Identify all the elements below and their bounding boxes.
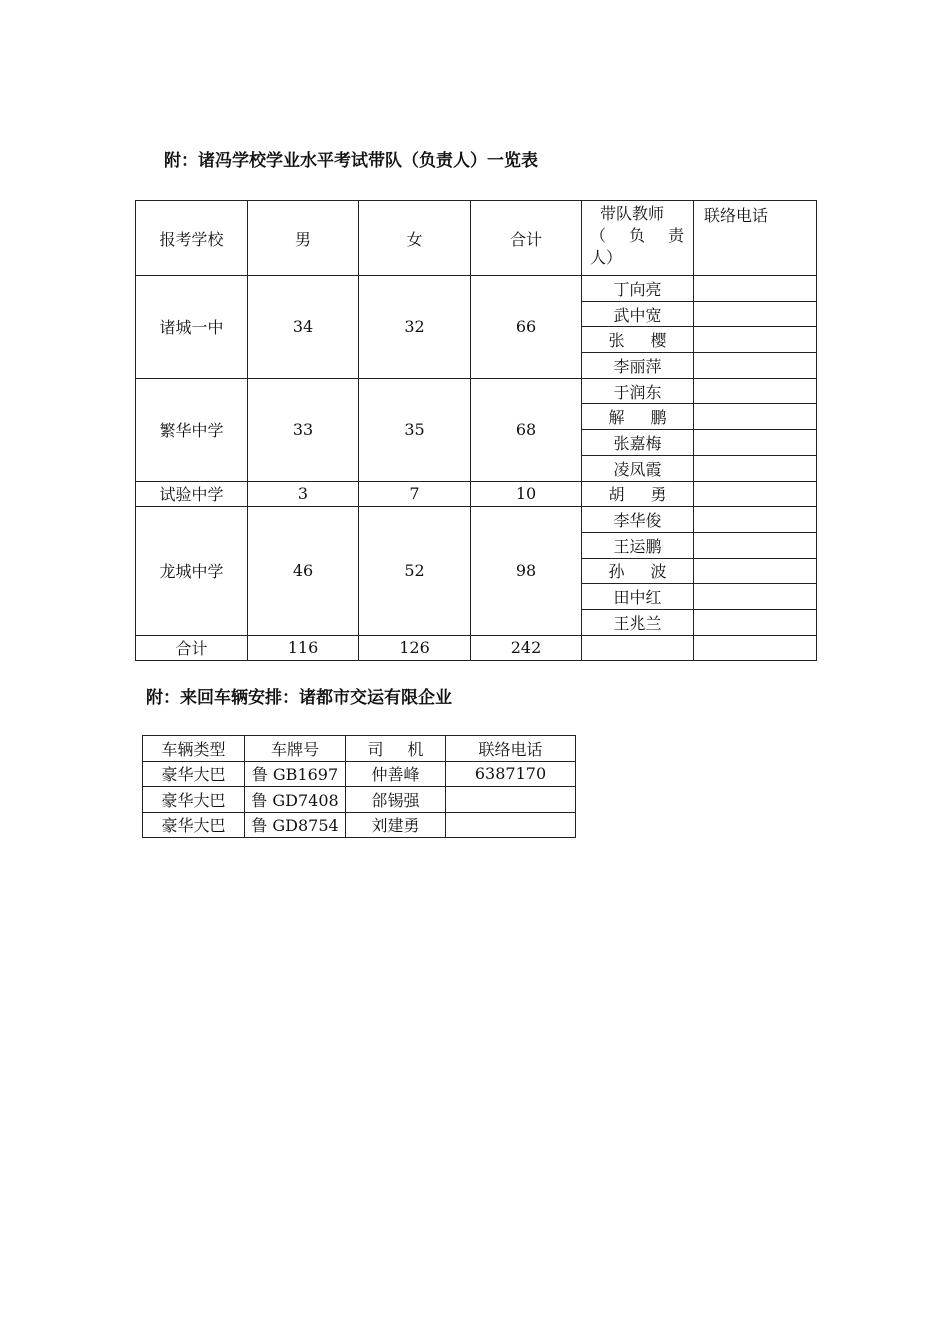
leader-name: [582, 327, 694, 353]
school-name: 诸城一中: [136, 276, 248, 379]
leader-phone: [694, 584, 817, 610]
leader-phone: [694, 353, 817, 379]
vehicle-row: [143, 761, 576, 787]
leader-name: 田中红: [582, 584, 694, 610]
school-row: [136, 378, 817, 404]
leader-name: 丁向亮: [582, 276, 694, 302]
school-total: 68: [471, 378, 582, 481]
school-total: 66: [471, 276, 582, 379]
leader-name-char: 鹏: [650, 408, 667, 428]
leader-table-body: [136, 276, 817, 636]
leader-phone: [694, 558, 817, 584]
header-leader-paren: （: [590, 226, 607, 245]
vehicle-type: 豪华大巴: [143, 812, 245, 838]
leader-phone: [694, 430, 817, 456]
leader-name: 张嘉梅: [582, 430, 694, 456]
school-female: 32: [359, 276, 471, 379]
school-name: 龙城中学: [136, 507, 248, 635]
school-row: [136, 507, 817, 533]
vehicle-row: [143, 812, 576, 838]
leader-phone: [694, 378, 817, 404]
header-leader-fu: 负: [628, 226, 645, 245]
leader-name: 凌凤霞: [582, 455, 694, 481]
vehicle-phone: [446, 787, 576, 813]
header-vehicle-type: 车辆类型: [143, 736, 245, 762]
header-school: 报考学校: [136, 201, 248, 276]
school-male: 33: [248, 378, 359, 481]
school-row: [136, 481, 817, 507]
leader-name: 王运鹏: [582, 532, 694, 558]
vehicle-table-header: [143, 736, 576, 762]
vehicle-row: [143, 787, 576, 813]
header-male: 男: [248, 201, 359, 276]
totals-female: 126: [359, 635, 471, 661]
school-male: 3: [248, 481, 359, 507]
leader-phone: [694, 507, 817, 533]
totals-label: 合计: [136, 635, 248, 661]
header-vehicle-phone: 联络电话: [446, 736, 576, 762]
school-row: [136, 276, 817, 302]
leader-name: [582, 481, 694, 507]
table1-title: 附：诸冯学校学业水平考试带队（负责人）一览表: [164, 151, 538, 171]
school-total: 10: [471, 481, 582, 507]
school-name: 试验中学: [136, 481, 248, 507]
leader-phone: [694, 276, 817, 302]
leader-phone: [694, 404, 817, 430]
leader-name: 李丽萍: [582, 353, 694, 379]
header-driver: [346, 736, 446, 762]
vehicle-plate: 鲁 GB1697: [245, 761, 346, 787]
leader-name-char: 樱: [650, 331, 667, 351]
header-leader-line2: [590, 225, 684, 247]
vehicle-driver: 刘建勇: [346, 812, 446, 838]
leader-name-spread: [609, 559, 667, 582]
leader-name-spread: [609, 328, 667, 351]
vehicle-table: [142, 735, 576, 838]
header-leader-line3: 人）: [590, 248, 623, 267]
leader-phone: [694, 327, 817, 353]
totals-row: [136, 635, 817, 661]
leader-name-char: 孙: [608, 562, 625, 582]
vehicle-phone: [446, 812, 576, 838]
leader-name: [582, 558, 694, 584]
school-female: 7: [359, 481, 471, 507]
totals-male: 116: [248, 635, 359, 661]
header-plate: 车牌号: [245, 736, 346, 762]
leader-name: 于润东: [582, 378, 694, 404]
header-female: 女: [359, 201, 471, 276]
leader-name-char: 解: [608, 408, 625, 428]
leader-phone: [694, 532, 817, 558]
header-leader-ze: 责: [667, 226, 684, 245]
school-name: 繁华中学: [136, 378, 248, 481]
leader-name-char: 勇: [650, 485, 667, 505]
leader-name-char: 胡: [608, 485, 625, 505]
vehicle-table-body: [143, 761, 576, 838]
table2-title: 附：来回车辆安排：诸都市交运有限企业: [146, 688, 452, 708]
leader-name-spread: [609, 482, 667, 505]
school-male: 46: [248, 507, 359, 635]
leader-name: 李华俊: [582, 507, 694, 533]
header-driver-b: 机: [407, 739, 424, 759]
vehicle-driver: 仲善峰: [346, 761, 446, 787]
school-female: 35: [359, 378, 471, 481]
vehicle-type: 豪华大巴: [143, 787, 245, 813]
leader-table: [135, 200, 817, 661]
header-leader-line1: 带队教师: [600, 204, 665, 223]
leader-phone: [694, 609, 817, 635]
leader-name: [582, 404, 694, 430]
leader-phone: [694, 455, 817, 481]
vehicle-plate: 鲁 GD8754: [245, 812, 346, 838]
leader-phone: [694, 481, 817, 507]
vehicle-plate: 鲁 GD7408: [245, 787, 346, 813]
header-total: 合计: [471, 201, 582, 276]
leader-phone: [694, 301, 817, 327]
header-driver-a: 司: [367, 739, 384, 759]
totals-phone: [694, 635, 817, 661]
leader-table-header: [136, 201, 817, 276]
header-phone: 联络电话: [694, 201, 817, 276]
totals-leader: [582, 635, 694, 661]
school-female: 52: [359, 507, 471, 635]
leader-name-spread: [609, 405, 667, 428]
vehicle-phone: 6387170: [446, 761, 576, 787]
leader-name-char: 波: [650, 562, 667, 582]
totals-total: 242: [471, 635, 582, 661]
vehicle-driver: 郃锡强: [346, 787, 446, 813]
school-total: 98: [471, 507, 582, 635]
leader-name: 王兆兰: [582, 609, 694, 635]
header-leader: [582, 201, 694, 276]
school-male: 34: [248, 276, 359, 379]
leader-name: 武中宽: [582, 301, 694, 327]
leader-name-char: 张: [608, 331, 625, 351]
vehicle-type: 豪华大巴: [143, 761, 245, 787]
